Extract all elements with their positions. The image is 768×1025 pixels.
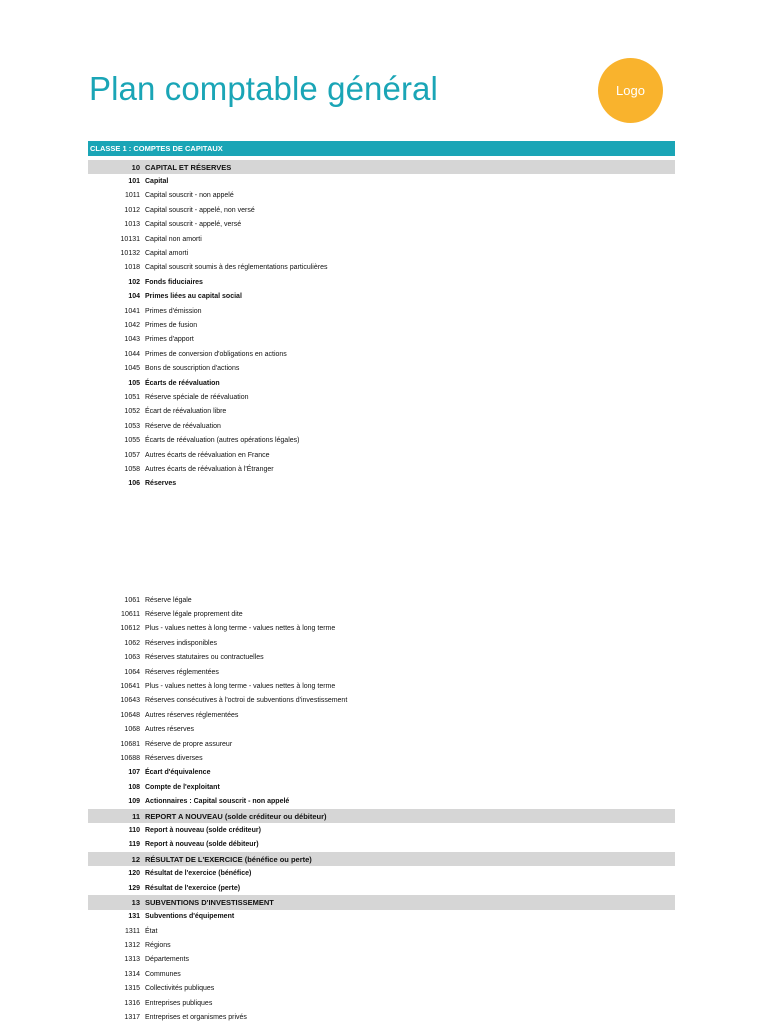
account-label: Réserves réglementées — [145, 668, 219, 676]
account-label: Collectivités publiques — [145, 985, 215, 993]
account-row — [88, 982, 675, 996]
account-label: Autres écarts de réévaluation à l'Étranger — [145, 465, 274, 473]
account-code: 12 — [131, 854, 140, 864]
account-row — [88, 290, 675, 304]
account-code: 1053 — [124, 422, 140, 430]
account-code: 1041 — [124, 307, 140, 315]
account-label: Écarts de réévaluation — [145, 379, 220, 387]
account-label: Réserve légale proprement dite — [145, 611, 243, 619]
account-code: 1013 — [124, 221, 140, 229]
account-label: Subventions d'équipement — [145, 913, 235, 921]
account-code: 10611 — [121, 611, 140, 619]
account-row — [88, 766, 675, 780]
account-row — [88, 607, 675, 621]
account-code: 10648 — [120, 711, 140, 719]
account-row — [88, 433, 675, 447]
account-code: 129 — [128, 884, 140, 892]
account-code: 1018 — [124, 264, 140, 272]
account-row — [88, 794, 675, 808]
account-label: Réserve de réévaluation — [145, 422, 221, 430]
account-code: 10131 — [120, 235, 140, 243]
account-label: Entreprises publiques — [145, 999, 213, 1007]
account-code: 1044 — [124, 350, 140, 358]
account-group-row — [88, 809, 675, 823]
account-group-row — [88, 895, 675, 909]
account-label: Actionnaires : Capital souscrit - non appelé — [145, 798, 290, 806]
account-label: Compte de l'exploitant — [145, 783, 220, 791]
logo-label: Logo — [616, 83, 645, 98]
account-row — [88, 823, 675, 837]
account-code: 1058 — [124, 465, 140, 473]
account-row — [88, 405, 675, 419]
account-row — [88, 477, 675, 491]
account-row — [88, 448, 675, 462]
account-label: Primes de conversion d'obligations en actions — [145, 350, 287, 358]
account-label: Plus - values nettes à long terme - values nettes à long terme — [145, 683, 336, 691]
account-code: 10132 — [120, 250, 140, 258]
account-row — [88, 651, 675, 665]
account-row — [88, 376, 675, 390]
account-code: 1057 — [124, 451, 140, 459]
account-label: Primes de fusion — [145, 321, 198, 329]
account-label: Report à nouveau (solde créditeur) — [145, 826, 261, 834]
account-label: Écart de réévaluation libre — [145, 408, 227, 416]
account-label: Écart d'équivalence — [145, 769, 211, 777]
account-row — [88, 189, 675, 203]
account-row — [88, 246, 675, 260]
account-row — [88, 938, 675, 952]
account-code: 1316 — [124, 999, 140, 1007]
account-label: Autres écarts de réévaluation en France — [145, 451, 270, 459]
account-code: 10612 — [120, 625, 140, 633]
account-code: 105 — [128, 379, 140, 387]
account-label: REPORT A NOUVEAU (solde créditeur ou débiteur) — [145, 811, 327, 821]
account-row — [88, 218, 675, 232]
account-code: 10688 — [120, 754, 140, 762]
account-code: 1052 — [124, 408, 140, 416]
account-code: 1043 — [124, 336, 140, 344]
account-code: 131 — [128, 913, 140, 921]
account-row — [88, 780, 675, 794]
account-code: 1315 — [124, 985, 140, 993]
account-label: Réserve de propre assureur — [145, 740, 233, 748]
account-code: 1312 — [124, 942, 140, 950]
account-code: 104 — [128, 293, 140, 301]
account-label: Réserves — [145, 480, 177, 488]
account-code: 1042 — [124, 321, 140, 329]
account-code: 1317 — [124, 1014, 140, 1022]
account-group-row — [88, 160, 675, 174]
account-label: Capital souscrit - non appelé — [145, 192, 234, 200]
account-code: 11 — [132, 811, 140, 821]
account-row — [88, 679, 675, 693]
account-label: Résultat de l'exercice (bénéfice) — [145, 870, 252, 878]
account-code: 107 — [128, 769, 140, 777]
account-row — [88, 737, 675, 751]
account-label: Réserves diverses — [145, 754, 203, 762]
class-header: CLASSE 1 : COMPTES DE CAPITAUX — [88, 141, 675, 156]
account-group-row — [88, 852, 675, 866]
account-label: Fonds fiduciaires — [145, 278, 203, 286]
account-label: Capital non amorti — [145, 235, 202, 243]
logo-badge — [598, 58, 663, 123]
account-code: 120 — [128, 870, 140, 878]
account-label: Plus - values nettes à long terme - values nettes à long terme — [145, 625, 336, 633]
account-label: CAPITAL ET RÉSERVES — [145, 162, 232, 172]
account-label: Réserves consécutives à l'octroi de subventions d'investissement — [145, 697, 348, 705]
account-label: Résultat de l'exercice (perte) — [145, 884, 241, 892]
account-row — [88, 708, 675, 722]
account-label: Primes d'apport — [145, 336, 194, 344]
account-code: 10643 — [120, 697, 140, 705]
account-code: 10681 — [120, 740, 140, 748]
account-row — [88, 174, 675, 188]
account-row — [88, 333, 675, 347]
accounts-block-2 — [88, 593, 675, 1025]
account-row — [88, 203, 675, 217]
account-label: Départements — [145, 956, 189, 964]
accounts-table — [88, 141, 675, 156]
account-label: Capital souscrit - appelé, non versé — [145, 206, 255, 214]
account-row — [88, 694, 675, 708]
account-label: RÉSULTAT DE L'EXERCICE (bénéfice ou perte) — [145, 854, 312, 864]
account-row — [88, 881, 675, 895]
accounts-block-1 — [88, 160, 675, 491]
account-row — [88, 261, 675, 275]
account-label: Écarts de réévaluation (autres opérations légales) — [145, 437, 300, 445]
account-row — [88, 275, 675, 289]
account-row — [88, 318, 675, 332]
account-label: Primes d'émission — [145, 307, 202, 315]
account-row — [88, 723, 675, 737]
account-code: 101 — [128, 178, 140, 186]
account-code: 1061 — [124, 596, 140, 604]
account-label: SUBVENTIONS D'INVESTISSEMENT — [145, 897, 274, 907]
account-row — [88, 953, 675, 967]
account-row — [88, 390, 675, 404]
account-code: 119 — [128, 841, 140, 849]
account-row — [88, 910, 675, 924]
account-code: 109 — [128, 798, 140, 806]
account-code: 1063 — [124, 654, 140, 662]
account-label: Communes — [145, 970, 181, 978]
account-code: 1051 — [124, 393, 140, 401]
account-code: 1062 — [124, 639, 140, 647]
account-code: 13 — [131, 897, 140, 907]
account-row — [88, 636, 675, 650]
account-code: 108 — [128, 783, 140, 791]
account-row — [88, 462, 675, 476]
account-label: Réserves indisponibles — [145, 639, 217, 647]
account-row — [88, 996, 675, 1010]
account-row — [88, 304, 675, 318]
account-label: Bons de souscription d'actions — [145, 365, 240, 373]
account-code: 1011 — [124, 192, 140, 200]
account-code: 1045 — [124, 365, 140, 373]
account-label: Capital amorti — [145, 250, 189, 258]
account-label: Réserve spéciale de réévaluation — [145, 393, 249, 401]
account-row — [88, 347, 675, 361]
account-code: 110 — [128, 826, 140, 834]
account-label: Capital souscrit soumis à des réglementations particulières — [145, 264, 328, 272]
account-row — [88, 665, 675, 679]
account-label: Régions — [145, 942, 171, 950]
account-label: Primes liées au capital social — [145, 293, 242, 301]
account-row — [88, 1010, 675, 1024]
page-title: Plan comptable général — [89, 70, 438, 107]
account-code: 1311 — [124, 927, 140, 935]
account-label: Autres réserves — [145, 726, 195, 734]
account-code: 1068 — [124, 726, 140, 734]
account-code: 106 — [128, 480, 140, 488]
account-row — [88, 751, 675, 765]
account-row — [88, 924, 675, 938]
account-label: Capital souscrit - appelé, versé — [145, 221, 242, 229]
account-label: Report à nouveau (solde débiteur) — [145, 841, 259, 849]
account-label: État — [145, 927, 158, 935]
account-label: Autres réserves réglementées — [145, 711, 239, 719]
account-row — [88, 361, 675, 375]
account-code: 1314 — [124, 970, 140, 978]
account-label: Réserves statutaires ou contractuelles — [145, 654, 264, 662]
account-code: 10 — [131, 162, 140, 172]
account-label: Entreprises et organismes privés — [145, 1014, 247, 1022]
account-row — [88, 622, 675, 636]
account-label: Réserve légale — [145, 596, 192, 604]
account-code: 1012 — [124, 206, 140, 214]
account-row — [88, 232, 675, 246]
account-row — [88, 866, 675, 880]
account-row — [88, 838, 675, 852]
account-code: 1055 — [124, 437, 140, 445]
account-row — [88, 419, 675, 433]
account-row — [88, 967, 675, 981]
account-label: Capital — [145, 178, 169, 186]
account-code: 1313 — [124, 956, 140, 964]
account-row — [88, 593, 675, 607]
account-code: 10641 — [120, 683, 140, 691]
account-code: 102 — [128, 278, 140, 286]
account-code: 1064 — [124, 668, 140, 676]
